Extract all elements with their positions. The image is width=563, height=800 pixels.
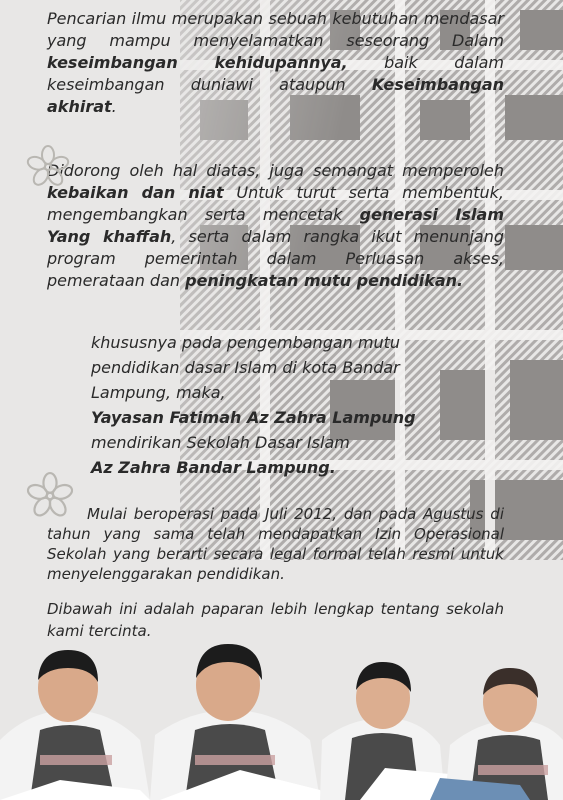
intro-paragraph <box>47 8 504 118</box>
foundation-line-2: pendidikan dasar Islam di kota Bandar <box>91 358 400 377</box>
para3-text: Mulai beroperasi pada Juli 2012, dan pada Agustus di tahun yang sama telah mendapatkan Izin Operasional Sekolah yang berarti secara legal formal telah resmi untuk menyelenggarakan pendidikan. <box>47 505 504 583</box>
foundation-line-1: khususnya pada pengembangan mutu <box>91 333 401 352</box>
para1-text-2: baik dalam keseimbangan duniawi ataupun <box>47 53 504 94</box>
flower-ornament-icon <box>26 472 74 520</box>
para1-bold-2: Keseimbangan akhirat <box>47 75 504 116</box>
para2-bold-3: peningkatan mutu pendidikan. <box>185 271 464 290</box>
operation-paragraph <box>47 504 504 584</box>
school-name: Az Zahra Bandar Lampung. <box>91 458 336 477</box>
flower-ornament-icon <box>26 145 70 189</box>
foundation-name: Yayasan Fatimah Az Zahra Lampung <box>91 408 416 427</box>
para2-text-2: Untuk turut serta membentuk, mengembangkan serta mencetak <box>47 183 504 224</box>
para4-text: Dibawah ini adalah paparan lebih lengkap tentang sekolah kami tercinta. <box>47 600 504 640</box>
foundation-line-3: Lampung, maka, <box>91 383 226 402</box>
para1-bold-1: keseimbangan kehidupannya, <box>47 53 348 72</box>
closing-paragraph <box>47 598 504 642</box>
para2-text-3: , serta dalam rangka ikut menunjang program pemerintah dalam Perluasan akses, pemerataan dan <box>47 227 505 290</box>
para2-text-1: Didorong oleh hal diatas, juga semangat memperoleh <box>47 161 504 180</box>
student-figure <box>430 668 563 800</box>
student-figure <box>0 650 150 800</box>
para1-text-1: Pencarian ilmu merupakan sebuah kebutuhan mendasar yang mampu menyelamatkan seseorang Dalam <box>47 9 504 50</box>
para2-bold-1: kebaikan dan niat <box>47 183 224 202</box>
motivation-paragraph <box>47 160 504 292</box>
para2-bold-2: generasi Islam Yang khaffah <box>47 205 504 246</box>
foundation-statement <box>91 330 451 480</box>
student-figure <box>150 644 325 800</box>
foundation-line-5: mendirikan Sekolah Dasar Islam <box>91 433 350 452</box>
students-reading-photo <box>0 640 563 800</box>
para1-text-3: . <box>111 97 117 116</box>
